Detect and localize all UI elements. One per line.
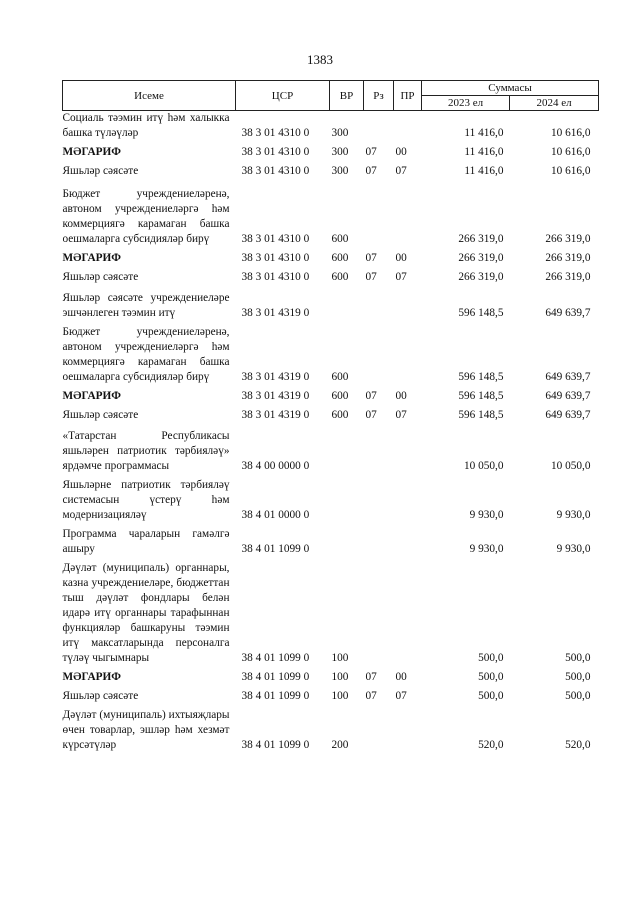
row-vr: 300 [331,146,349,158]
row-amount-2024: 266 319,0 [545,271,591,283]
row-rz: 07 [365,271,377,283]
budget-table [62,80,599,757]
row-vr: 600 [331,233,349,245]
table-row [63,145,599,160]
row-pr [394,708,422,753]
table-row [63,111,599,142]
row-name: МӘГАРИФ [62,252,122,264]
row-amount-2024: 649 639,7 [545,371,591,383]
row-amount-2024: 9 930,0 [556,543,591,555]
row-pr: 07 [395,409,407,421]
row-csr: 38 4 01 1099 0 [241,690,310,702]
row-vr [330,429,364,474]
row-vr: 600 [331,271,349,283]
row-name: Яшьләр сәясәте [62,690,139,702]
row-csr: 38 3 01 4310 0 [241,271,310,283]
row-vr: 300 [331,127,349,139]
row-amount-2023: 11 416,0 [464,165,504,177]
row-amount-2024: 649 639,7 [545,307,591,319]
row-vr [330,527,364,557]
row-amount-2023: 10 050,0 [463,460,504,472]
header-pr: ПР [394,81,422,111]
row-rz [364,187,394,247]
table-row [63,408,599,423]
table-row [63,689,599,704]
row-amount-2024: 500,0 [565,671,591,683]
row-vr [330,291,364,321]
row-name: Дәүләт (муниципаль) органнары, казна учреждениеләре, бюджеттан тыш дәүләт фондлары белән идарә итү органнары тарафыннан функцияләр башкаруны тәэмин итү максатларында персоналга түләү чыгымнары [62,562,230,664]
row-spacer [63,179,599,187]
table-row [63,251,599,266]
row-pr: 00 [395,390,407,402]
row-amount-2023: 11 416,0 [464,127,504,139]
row-pr [394,187,422,247]
row-csr: 38 4 01 1099 0 [241,739,310,751]
row-rz [364,708,394,753]
row-vr: 600 [331,252,349,264]
row-amount-2024: 10 616,0 [550,146,591,158]
row-csr: 38 4 01 0000 0 [241,509,310,521]
header-year-2023: 2023 ел [422,96,510,111]
row-rz [364,325,394,385]
header-name: Исеме [63,81,236,111]
row-pr [394,478,422,523]
row-vr: 600 [331,390,349,402]
row-amount-2024: 10 616,0 [550,127,591,139]
row-csr: 38 3 01 4310 0 [241,165,310,177]
table-row [63,270,599,285]
row-csr: 38 4 01 1099 0 [241,671,310,683]
row-pr [394,429,422,474]
row-vr: 100 [331,690,349,702]
row-csr: 38 3 01 4319 0 [241,307,310,319]
row-csr: 38 3 01 4319 0 [241,409,310,421]
table-row [63,708,599,753]
table-row [63,429,599,474]
row-rz [364,527,394,557]
row-amount-2023: 596 148,5 [458,371,504,383]
row-name: Бюджет учреждениеләренә, автоном учреждениеләргә һәм коммерциягә карамаган башка оешмаларга субсидияләр бирү [62,188,230,245]
row-pr: 07 [395,271,407,283]
row-vr: 200 [331,739,349,751]
row-pr [394,561,422,666]
row-amount-2024: 266 319,0 [545,233,591,245]
row-spacer-cell [63,179,599,187]
table-row [63,478,599,523]
row-amount-2024: 649 639,7 [545,409,591,421]
row-amount-2023: 11 416,0 [464,146,504,158]
table-row [63,389,599,404]
row-amount-2023: 500,0 [478,671,504,683]
row-pr: 07 [395,165,407,177]
row-name: Яшьләр сәясәте учреждениеләре эшчәнлеген тәэмин итү [62,292,230,319]
row-csr: 38 4 00 0000 0 [241,460,310,472]
row-rz: 07 [365,671,377,683]
table-row [63,187,599,247]
row-vr: 100 [331,671,349,683]
row-name: Социаль тәэмин итү һәм халыкка башка түләүләр [62,112,230,139]
row-rz [364,291,394,321]
row-rz: 07 [365,409,377,421]
row-amount-2024: 500,0 [565,690,591,702]
row-name: Яшьләр сәясәте [62,165,139,177]
table-row [63,164,599,179]
row-vr: 600 [331,371,349,383]
row-rz [364,478,394,523]
table-header [63,81,599,111]
row-amount-2024: 649 639,7 [545,390,591,402]
row-amount-2023: 266 319,0 [458,271,504,283]
row-amount-2023: 9 930,0 [469,509,504,521]
row-name: МӘГАРИФ [62,146,122,158]
row-csr: 38 3 01 4310 0 [241,252,310,264]
row-csr: 38 3 01 4310 0 [241,146,310,158]
header-vr: ВР [330,81,364,111]
row-amount-2023: 596 148,5 [458,409,504,421]
row-name: Программа чараларын гамәлгә ашыру [62,528,230,555]
row-name: Бюджет учреждениеләренә, автоном учреждениеләргә һәм коммерциягә карамаган башка оешмаларга субсидияләр бирү [62,326,230,383]
row-rz: 07 [365,390,377,402]
row-pr: 00 [395,146,407,158]
row-amount-2024: 266 319,0 [545,252,591,264]
row-pr: 00 [395,671,407,683]
row-rz: 07 [365,252,377,264]
row-vr: 600 [331,409,349,421]
row-vr [330,478,364,523]
row-rz [364,429,394,474]
row-pr: 07 [395,690,407,702]
row-pr [394,527,422,557]
table-row [63,561,599,666]
row-rz: 07 [365,690,377,702]
header-csr: ЦСР [236,81,330,111]
row-amount-2024: 10 050,0 [550,460,591,472]
row-name: МӘГАРИФ [62,671,122,683]
row-vr: 300 [331,165,349,177]
table-row [63,527,599,557]
row-csr: 38 4 01 1099 0 [241,543,310,555]
row-amount-2023: 500,0 [478,652,504,664]
row-amount-2024: 9 930,0 [556,509,591,521]
table-row [63,291,599,321]
row-rz: 07 [365,146,377,158]
row-name: «Татарстан Республикасы яшьләрен патриотик тәрбияләү» ярдәмче программасы [62,430,230,472]
row-amount-2023: 9 930,0 [469,543,504,555]
row-amount-2024: 10 616,0 [550,165,591,177]
row-amount-2023: 596 148,5 [458,390,504,402]
row-amount-2023: 596 148,5 [458,307,504,319]
row-csr: 38 3 01 4310 0 [241,233,310,245]
row-amount-2024: 520,0 [565,739,591,751]
row-pr [394,325,422,385]
row-pr [394,111,422,142]
row-amount-2023: 520,0 [478,739,504,751]
header-year-2024: 2024 ел [510,96,599,111]
row-amount-2023: 266 319,0 [458,233,504,245]
table-row [63,325,599,385]
row-amount-2023: 266 319,0 [458,252,504,264]
row-name: Дәүләт (муниципаль) ихтыяҗлары өчен товарлар, эшләр һәм хезмәт күрсәтүләр [62,709,230,751]
row-csr: 38 4 01 1099 0 [241,652,310,664]
row-csr: 38 3 01 4319 0 [241,371,310,383]
row-spacer-cell [63,753,599,757]
header-rz: Рз [364,81,394,111]
table-row [63,670,599,685]
header-sums: Суммасы [422,81,599,96]
row-amount-2024: 500,0 [565,652,591,664]
row-pr [394,291,422,321]
row-name: Яшьләр сәясәте [62,409,139,421]
table-body [63,111,599,758]
page-number: 1383 [307,52,333,67]
row-pr: 00 [395,252,407,264]
row-csr: 38 3 01 4319 0 [241,390,310,402]
row-rz [364,561,394,666]
row-rz: 07 [365,165,377,177]
row-spacer [63,753,599,757]
row-csr: 38 3 01 4310 0 [241,127,310,139]
row-amount-2023: 500,0 [478,690,504,702]
row-vr: 100 [331,652,349,664]
row-name: Яшьләрне патриотик тәрбияләү системасын үстерү һәм модернизацияләү [62,479,230,521]
row-rz [364,111,394,142]
row-name: Яшьләр сәясәте [62,271,139,283]
row-name: МӘГАРИФ [62,390,122,402]
